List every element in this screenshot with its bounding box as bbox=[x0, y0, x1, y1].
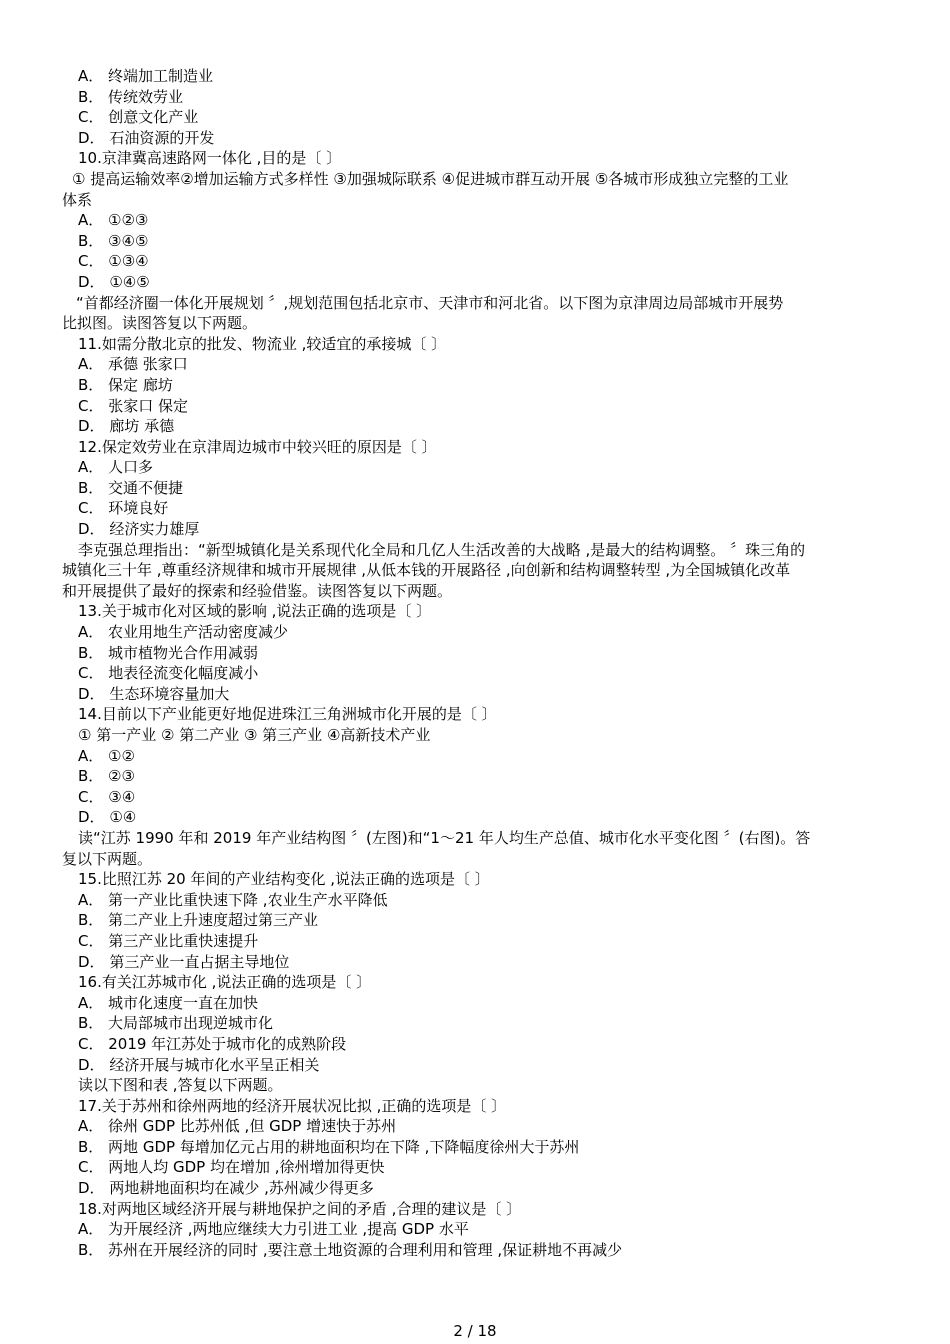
option-line: B． 城市植物光合作用减弱 bbox=[78, 643, 259, 662]
question-stem: 15.比照江苏 20 年间的产业结构变化 ,说法正确的选项是〔 〕 bbox=[78, 870, 490, 889]
option-line: B． ②③ bbox=[78, 767, 135, 786]
page-number: 2 / 18 bbox=[453, 1322, 497, 1340]
question-stem: 18.对两地区域经济开展与耕地保护之间的矛盾 ,合理的建议是〔 〕 bbox=[78, 1199, 522, 1218]
option-line: C． 地表径流变化幅度减小 bbox=[78, 664, 259, 683]
option-line: B． 第二产业上升速度超过第三产业 bbox=[78, 911, 319, 930]
option-line: D． ①④ bbox=[78, 808, 137, 827]
option-line: A． ①② bbox=[78, 746, 135, 765]
option-line: C． 环境良好 bbox=[78, 499, 169, 518]
option-line: D． 两地耕地面积均在减少 ,苏州减少得更多 bbox=[78, 1179, 374, 1198]
option-line: D． 经济实力雄厚 bbox=[78, 520, 200, 539]
option-line: D． ①④⑤ bbox=[78, 272, 150, 291]
option-line: A． 城市化速度一直在加快 bbox=[78, 993, 259, 1012]
option-line: B． 大局部城市出现逆城市化 bbox=[78, 1014, 274, 1033]
option-line: B． 传统效劳业 bbox=[78, 87, 184, 106]
option-line: A． 终端加工制造业 bbox=[78, 67, 214, 85]
option-line: A． 第一产业比重快速下降 ,农业生产水平降低 bbox=[78, 890, 388, 909]
option-line: B． 保定 廊坊 bbox=[78, 375, 173, 394]
option-line: D． 第三产业一直占据主导地位 bbox=[78, 952, 290, 971]
question-stem: 16.有关江苏城市化 ,说法正确的选项是〔 〕 bbox=[78, 973, 372, 992]
material-paragraph: 和开展提供了最好的探索和经验借鉴。读图答复以下两题。 bbox=[62, 581, 453, 600]
option-line: C． 第三产业比重快速提升 bbox=[78, 931, 259, 950]
option-line: C． 2019 年江苏处于城市化的成熟阶段 bbox=[78, 1034, 347, 1053]
option-line: D． 经济开展与城市化水平呈正相关 bbox=[78, 1055, 320, 1074]
page-content bbox=[62, 66, 888, 1260]
option-line: D． 廊坊 承德 bbox=[78, 417, 175, 436]
statement-line: ① 提高运输效率②增加运输方式多样性 ③加强城际联系 ④促进城市群互动开展 ⑤各城市形成独立完整的工业 bbox=[72, 169, 789, 188]
option-line: A． 徐州 GDP 比苏州低 ,但 GDP 增速快于苏州 bbox=[78, 1117, 397, 1136]
option-line: B． 交通不便捷 bbox=[78, 478, 184, 497]
option-line: C． 两地人均 GDP 均在增加 ,徐州增加得更快 bbox=[78, 1158, 385, 1177]
option-line: D． 石油资源的开发 bbox=[78, 128, 215, 147]
option-line: A． 农业用地生产活动密度减少 bbox=[78, 623, 289, 642]
material-paragraph: 李克强总理指出：“新型城镇化是关系现代化全局和几亿人生活改善的大战略 ,是最大的结构调整。 〞珠三角的 bbox=[78, 540, 806, 559]
option-line: B． ③④⑤ bbox=[78, 231, 149, 250]
material-paragraph: “首都经济圈一体化开展规划 〞,规划范围包括北京市、天津市和河北省。以下图为京津周边局部城市开展势 bbox=[76, 293, 784, 312]
question-stem: 10.京津冀高速路网一体化 ,目的是〔 〕 bbox=[78, 149, 342, 168]
option-line: B． 苏州在开展经济的同时 ,要注意土地资源的合理利用和管理 ,保证耕地不再减少 bbox=[78, 1240, 623, 1259]
question-stem: 14.目前以下产业能更好地促进珠江三角洲城市化开展的是〔 〕 bbox=[78, 705, 497, 724]
statement-line: 体系 bbox=[62, 190, 93, 209]
material-paragraph: 复以下两题。 bbox=[62, 849, 153, 868]
question-stem: 17.关于苏州和徐州两地的经济开展状况比拟 ,正确的选项是〔 〕 bbox=[78, 1096, 507, 1115]
question-stem: 13.关于城市化对区域的影响 ,说法正确的选项是〔 〕 bbox=[78, 602, 432, 621]
option-line: C． ①③④ bbox=[78, 252, 149, 271]
option-line: C． 创意文化产业 bbox=[78, 108, 199, 127]
option-line: B． 两地 GDP 每增加亿元占用的耕地面积均在下降 ,下降幅度徐州大于苏州 bbox=[78, 1137, 580, 1156]
material-paragraph: 比拟图。读图答复以下两题。 bbox=[62, 314, 258, 333]
option-line: A． 人口多 bbox=[78, 458, 154, 477]
question-stem: 12.保定效劳业在京津周边城市中较兴旺的原因是〔 〕 bbox=[78, 437, 437, 456]
option-line: D． 生态环境容量加大 bbox=[78, 684, 230, 703]
question-stem: 11.如需分散北京的批发、物流业 ,较适宜的承接城〔 〕 bbox=[78, 334, 447, 353]
option-line: C． ③④ bbox=[78, 787, 136, 806]
material-paragraph: 城镇化三十年 ,尊重经济规律和城市开展规律 ,从低本钱的开展路径 ,向创新和结构调整转型 ,为全国城镇化改革 bbox=[62, 561, 791, 580]
option-line: C． 张家口 保定 bbox=[78, 396, 189, 415]
material-paragraph: 读“江苏 1990 年和 2019 年产业结构图 〞(左图)和“1～21 年人均生产总值、城市化水平变化图 〞(右图)。答 bbox=[78, 828, 811, 847]
material-paragraph: 读以下图和表 ,答复以下两题。 bbox=[78, 1076, 283, 1095]
option-line: A． ①②③ bbox=[78, 211, 149, 230]
option-line: A． 为开展经济 ,两地应继续大力引进工业 ,提高 GDP 水平 bbox=[78, 1220, 469, 1239]
option-line: A． 承德 张家口 bbox=[78, 355, 188, 374]
statement-line: ① 第一产业 ② 第二产业 ③ 第三产业 ④高新技术产业 bbox=[78, 726, 431, 744]
